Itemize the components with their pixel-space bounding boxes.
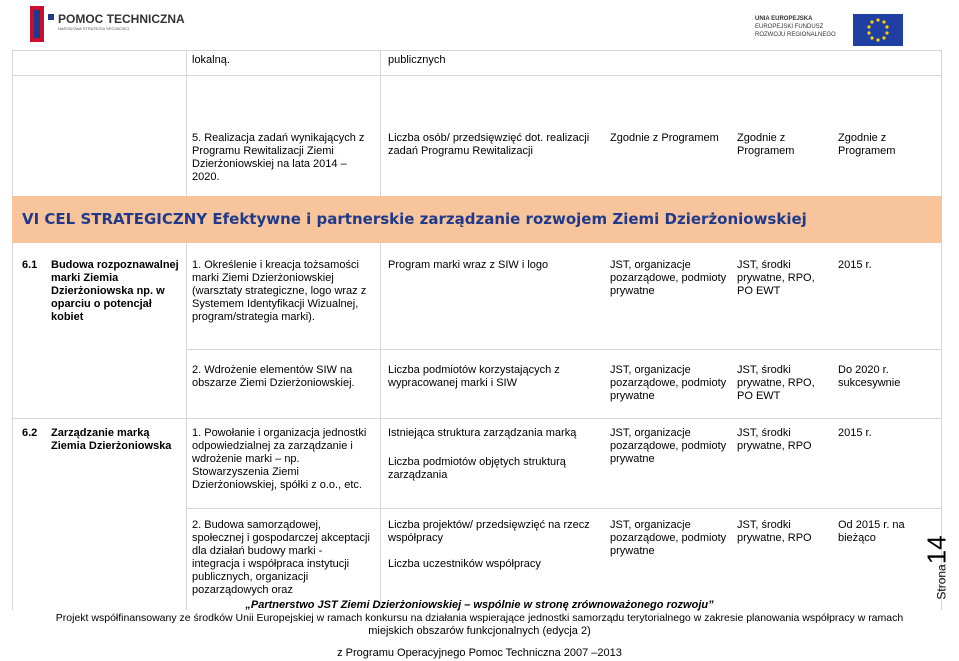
timeframe-text: Do 2020 r. sukcesywnie bbox=[838, 364, 901, 389]
row-number: 6.2 bbox=[22, 427, 38, 439]
table-cell: publicznych bbox=[388, 54, 446, 66]
footer-line-1: Projekt współfinansowany ze środków Unii Europejskiej w ramach konkursu na działania wspierające jednostki samorządu terytorialnego w zakresie planowania współpracy w ramach bbox=[55, 612, 904, 624]
task-text: 2. Budowa samorządowej, społecznej i gospodarczej akceptacji dla działań budowy marki - integracja i współpraca instytucji publicznych, organizacji pozarządowych oraz bbox=[192, 519, 370, 596]
column-divider bbox=[186, 50, 187, 196]
timeframe-text: 2015 r. bbox=[838, 259, 872, 271]
pomoc-techniczna-logo bbox=[28, 4, 185, 44]
indicator-text: Liczba uczestników współpracy bbox=[388, 558, 541, 570]
page-number bbox=[915, 520, 959, 600]
table-cell: Liczba osób/ przedsięwzięć dot. realizacji zadań Programu Rewitalizacji bbox=[388, 132, 590, 157]
page-number-value: 14 bbox=[921, 535, 952, 565]
indicator-text: Program marki wraz z SIW i logo bbox=[388, 259, 549, 271]
section-heading: VI CEL STRATEGICZNY Efektywne i partnerskie zarządzanie rozwojem Ziemi Dzierżoniowskiej bbox=[22, 210, 807, 228]
task-text: 2. Wdrożenie elementów SIW na obszarze Ziemi Dzierżoniowskiej. bbox=[192, 364, 355, 389]
responsible-text: JST, organizacje pozarządowe, podmioty prywatne bbox=[610, 519, 727, 557]
table-cell: lokalną. bbox=[192, 54, 230, 66]
table-cell: Zgodnie z Programem bbox=[737, 132, 795, 157]
table-cell: Zgodnie z Programem bbox=[610, 132, 719, 144]
funding-text: JST, środki prywatne, RPO bbox=[737, 519, 812, 544]
footer-motto: „Partnerstwo JST Ziemi Dzierżoniowskiej – wspólnie w stronę zrównoważonego rozwoju” bbox=[245, 599, 714, 611]
table-cell: Zgodnie z Programem bbox=[838, 132, 896, 157]
row-divider bbox=[12, 418, 942, 419]
table-border-left bbox=[12, 50, 13, 610]
responsible-text: JST, organizacje pozarządowe, podmioty prywatne bbox=[610, 259, 727, 297]
indicator-text: Istniejąca struktura zarządzania marką bbox=[388, 427, 577, 439]
task-text: 1. Powołanie i organizacja jednostki odpowiedzialnej za zarządzanie i wdrożenie marki – np. Stowarzyszenia Ziemi Dzierżoniowskiej, spółki z o.o., etc. bbox=[192, 427, 367, 491]
row-divider bbox=[12, 75, 942, 76]
eu-logo bbox=[755, 14, 905, 46]
eu-flag-icon bbox=[853, 14, 903, 46]
timeframe-text: Od 2015 r. na bieżąco bbox=[838, 519, 905, 544]
funding-text: JST, środki prywatne, RPO bbox=[737, 427, 812, 452]
row-divider bbox=[187, 508, 942, 509]
column-divider bbox=[380, 243, 381, 610]
indicator-text: Liczba podmiotów objętych strukturą zarządzania bbox=[388, 456, 566, 481]
eu-label-3: ROZWOJU REGIONALNEGO bbox=[755, 32, 836, 38]
responsible-text: JST, organizacje pozarządowe, podmioty prywatne bbox=[610, 427, 727, 465]
column-divider bbox=[186, 243, 187, 610]
task-text: 1. Określenie i kreacja tożsamości marki Ziemi Dzierżoniowskiej (warsztaty strategiczne, logo wraz z Systemem Identyfikacji Wizualnej, program/strategia marki). bbox=[192, 259, 367, 323]
eu-label-1: UNIA EUROPEJSKA bbox=[755, 16, 813, 22]
responsible-text: JST, organizacje pozarządowe, podmioty prywatne bbox=[610, 364, 727, 402]
footer-line-2: miejskich obszarów funkcjonalnych (edycja 2) bbox=[368, 625, 591, 637]
eu-label-2: EUROPEJSKI FUNDUSZ bbox=[755, 24, 824, 30]
timeframe-text: 2015 r. bbox=[838, 427, 872, 439]
indicator-text: Liczba podmiotów korzystających z wypracowanej marki i SIW bbox=[388, 364, 560, 389]
funding-text: JST, środki prywatne, RPO, PO EWT bbox=[737, 364, 815, 402]
goal-text: Zarządzanie marką Ziemia Dzierżoniowska bbox=[51, 427, 172, 452]
indicator-text: Liczba projektów/ przedsięwzięć na rzecz współpracy bbox=[388, 519, 590, 544]
logo-left-title: POMOC TECHNICZNA bbox=[58, 12, 185, 26]
column-divider bbox=[380, 50, 381, 196]
table-border-top bbox=[12, 50, 942, 51]
page-label: Strona bbox=[934, 564, 949, 600]
row-divider bbox=[187, 349, 942, 350]
row-number: 6.1 bbox=[22, 259, 38, 271]
footer-line-3: z Programu Operacyjnego Pomoc Techniczna 2007 –2013 bbox=[337, 647, 622, 659]
funding-text: JST, środki prywatne, RPO, PO EWT bbox=[737, 259, 815, 297]
logo-left-subtitle: NARODOWA STRATEGIA SPÓJNOŚCI bbox=[58, 26, 130, 31]
table-cell: 5. Realizacja zadań wynikających z Programu Rewitalizacji Ziemi Dzierżoniowskiej na lata 2014 – 2020. bbox=[192, 132, 365, 183]
goal-text: Budowa rozpoznawalnej marki Ziemia Dzierżoniowska np. w oparciu o potencjał kobiet bbox=[51, 259, 179, 323]
